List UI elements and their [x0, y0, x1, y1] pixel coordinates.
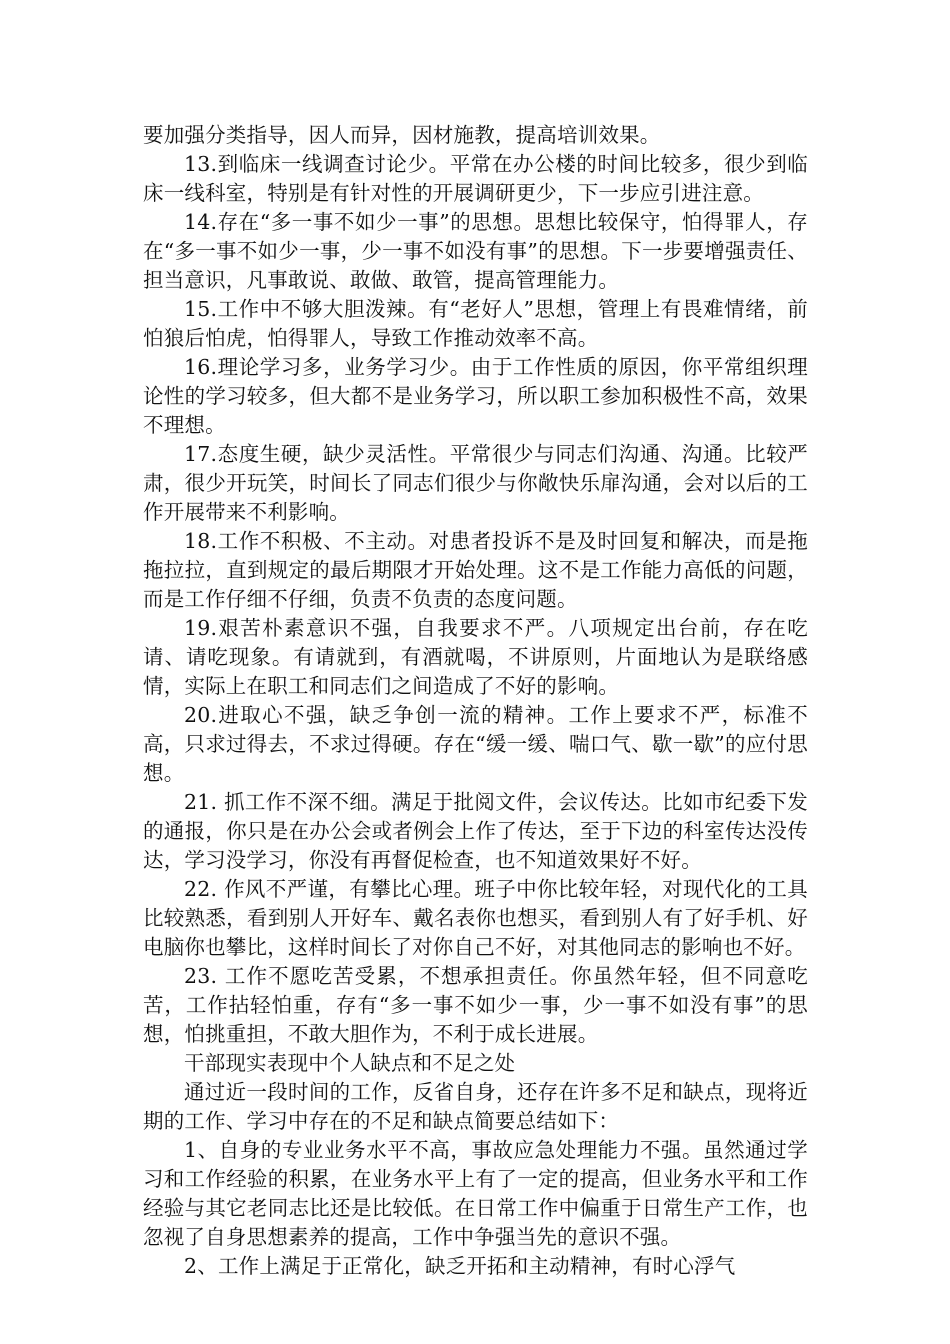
paragraph-continuation: 要加强分类指导，因人而异，因材施教，提高培训效果。	[143, 123, 661, 147]
paragraph-item-14: 14.存在“多一事不如少一事”的思想。思想比较保守，怕得罪人，存在“多一事不如少一事，少一事不如没有事”的思想。下一步要增强责任、担当意识，凡事敢说、敢做、敢管，提高管理能力。	[143, 210, 808, 292]
paragraph-item-13: 13.到临床一线调查讨论少。平常在办公楼的时间比较多，很少到临床一线科室，特别是有针对性的开展调研更少，下一步应引进注意。	[143, 152, 808, 205]
document-body	[143, 121, 808, 1281]
section-heading: 干部现实表现中个人缺点和不足之处	[184, 1051, 516, 1075]
paragraph-intro: 通过近一段时间的工作，反省自身，还存在许多不足和缺点，现将近期的工作、学习中存在的不足和缺点简要总结如下：	[143, 1080, 808, 1133]
paragraph-item-18: 18.工作不积极、不主动。对患者投诉不是及时回复和解决，而是拖拖拉拉，直到规定的最后期限才开始处理。这不是工作能力高低的问题，而是工作仔细不仔细，负责不负责的态度问题。	[143, 529, 808, 611]
paragraph-point-2: 2、工作上满足于正常化，缺乏开拓和主动精神，有时心浮气	[184, 1254, 736, 1278]
paragraph-item-15: 15.工作中不够大胆泼辣。有“老好人”思想，管理上有畏难情绪，前怕狼后怕虎，怕得罪人，导致工作推动效率不高。	[143, 297, 808, 350]
paragraph-item-22: 22. 作风不严谨，有攀比心理。班子中你比较年轻，对现代化的工具比较熟悉，看到别人开好车、戴名表你也想买，看到别人有了好手机、好电脑你也攀比，这样时间长了对你自己不好，对其他同志的影响也不好。	[143, 877, 808, 959]
paragraph-item-17: 17.态度生硬，缺少灵活性。平常很少与同志们沟通、沟通。比较严肃，很少开玩笑，时间长了同志们很少与你敞快乐扉沟通，会对以后的工作开展带来不利影响。	[143, 442, 808, 524]
paragraph-item-16: 16.理论学习多，业务学习少。由于工作性质的原因，你平常组织理论性的学习较多，但大都不是业务学习，所以职工参加积极性不高，效果不理想。	[143, 355, 808, 437]
paragraph-item-23: 23. 工作不愿吃苦受累，不想承担责任。你虽然年轻，但不同意吃苦，工作拈轻怕重，存有“多一事不如少一事，少一事不如没有事”的思想，怕挑重担，不敢大胆作为，不利于成长进展。	[143, 964, 808, 1046]
paragraph-item-21: 21. 抓工作不深不细。满足于批阅文件，会议传达。比如市纪委下发的通报，你只是在办公会或者例会上作了传达，至于下边的科室传达没传达，学习没学习，你没有再督促检查，也不知道效果好不好。	[143, 790, 808, 872]
paragraph-item-19: 19.艰苦朴素意识不强，自我要求不严。八项规定出台前，存在吃请、请吃现象。有请就到，有酒就喝，不讲原则，片面地认为是联络感情，实际上在职工和同志们之间造成了不好的影响。	[143, 616, 808, 698]
paragraph-item-20: 20.进取心不强，缺乏争创一流的精神。工作上要求不严，标准不高，只求过得去，不求过得硬。存在“缓一缓、喘口气、歇一歇”的应付思想。	[143, 703, 808, 785]
paragraph-point-1: 1、自身的专业业务水平不高，事故应急处理能力不强。虽然通过学习和工作经验的积累，在业务水平上有了一定的提高，但业务水平和工作经验与其它老同志比还是比较低。在日常工作中偏重于日常生产工作，也忽视了自身思想素养的提高，工作中争强当先的意识不强。	[143, 1138, 808, 1249]
